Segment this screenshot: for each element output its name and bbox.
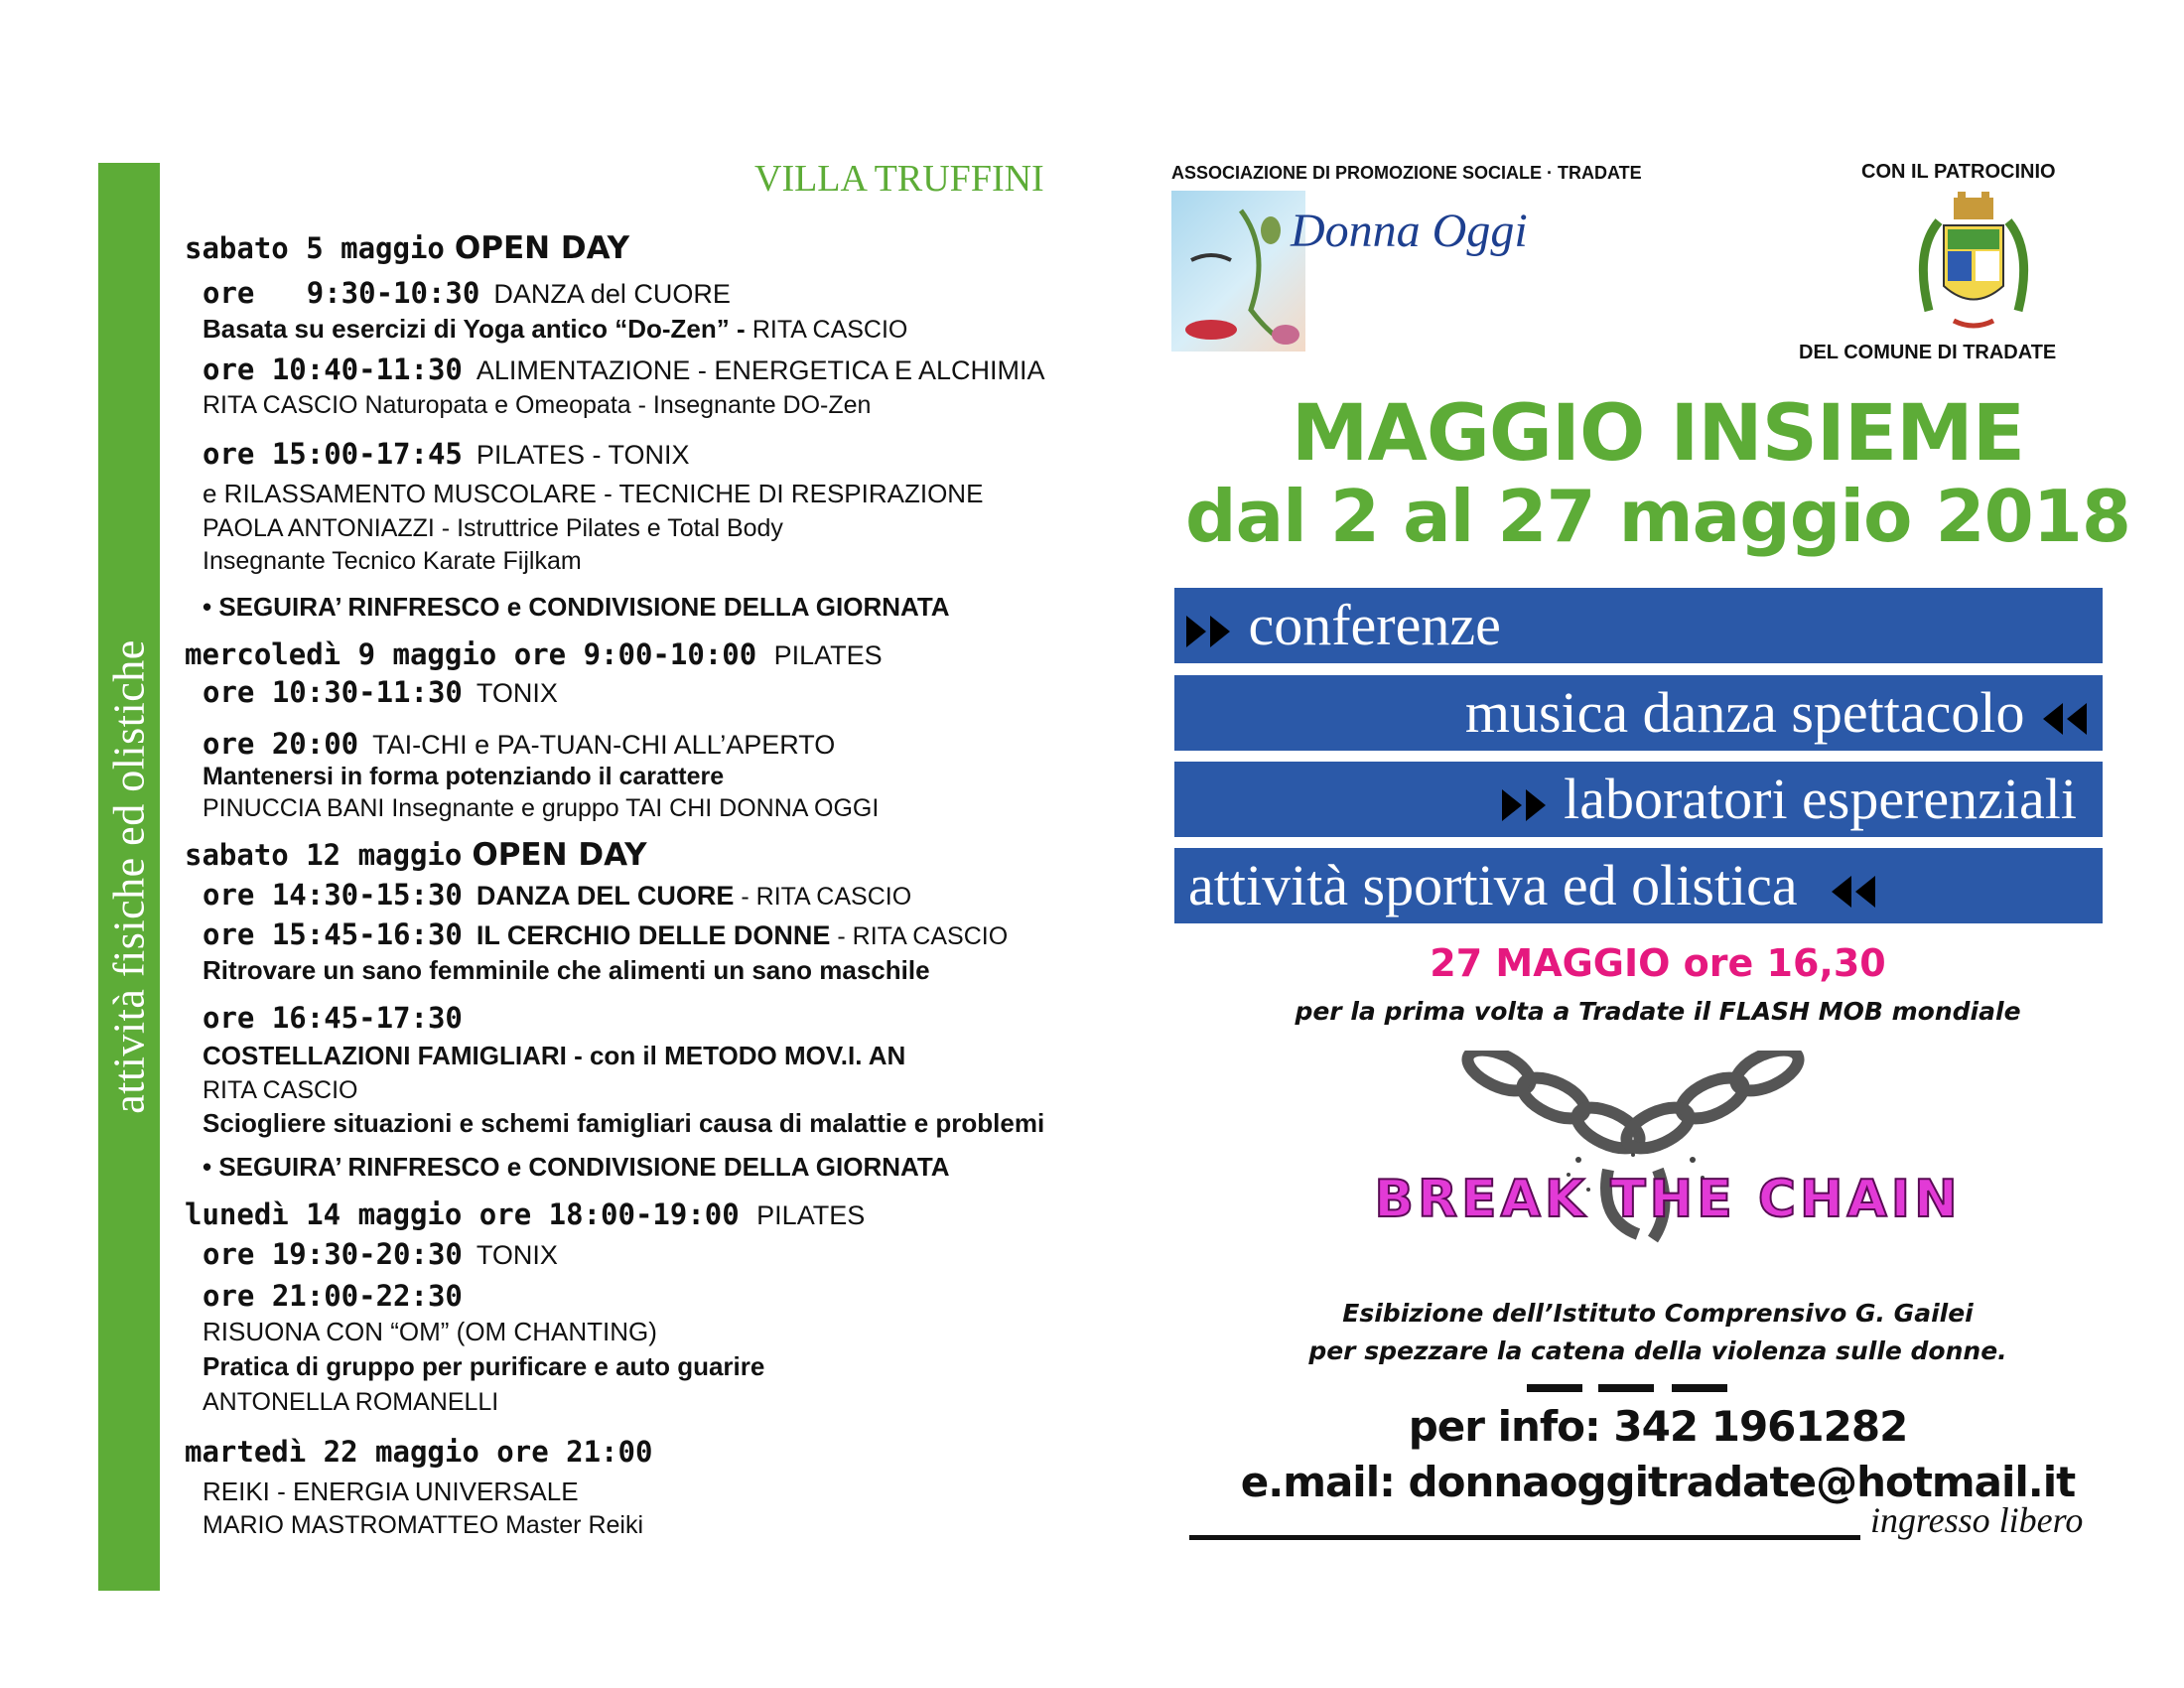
instructor: MARIO MASTROMATTEO Master Reiki bbox=[203, 1511, 644, 1539]
side-band-label: attività fisiche ed olistiche bbox=[104, 639, 154, 1114]
day-date: martedì 22 maggio ore 21:00 bbox=[185, 1435, 653, 1469]
time: ore 16:45-17:30 bbox=[203, 1001, 463, 1035]
day-heading bbox=[185, 637, 883, 671]
time: ore 21:00-22:30 bbox=[203, 1279, 463, 1313]
activity: ALIMENTAZIONE - ENERGETICA E ALCHIMIA bbox=[476, 355, 1045, 385]
activity: PILATES - TONIX bbox=[476, 440, 690, 470]
activity: PILATES bbox=[773, 640, 883, 670]
activity: IL CERCHIO DELLE DONNE bbox=[476, 920, 831, 950]
time: ore 15:45-16:30 bbox=[203, 917, 463, 951]
category-label: attività sportiva ed olistica bbox=[1188, 853, 1798, 917]
face-illustration bbox=[1171, 191, 1305, 352]
category-band-laboratori bbox=[1174, 762, 2103, 837]
instructor: - RITA CASCIO bbox=[734, 883, 912, 911]
category-label: conferenze bbox=[1248, 593, 1501, 657]
activity-desc: Ritrovare un sano femminile che alimenti un sano maschile bbox=[203, 955, 930, 985]
activity: PILATES bbox=[756, 1200, 866, 1230]
instructor: ANTONELLA ROMANELLI bbox=[203, 1388, 499, 1416]
activity: TONIX bbox=[476, 1240, 558, 1270]
flash-mob-description: per la prima volta a Tradate il FLASH MOB mondiale bbox=[1295, 997, 2021, 1026]
activity: RISUONA CON “OM” (OM CHANTING) bbox=[203, 1317, 657, 1346]
activity: DANZA DEL CUORE bbox=[476, 881, 735, 911]
time-slot bbox=[203, 1237, 558, 1271]
event-dates: dal 2 al 27 maggio 2018 bbox=[1185, 475, 2130, 558]
association-name: ASSOCIAZIONE DI PROMOZIONE SOCIALE · TRADATE bbox=[1171, 163, 1642, 183]
day-date: lunedì 14 maggio ore 18:00-19:00 bbox=[185, 1197, 740, 1231]
time-slot bbox=[203, 1001, 463, 1035]
open-day-tag: OPEN DAY bbox=[454, 230, 630, 266]
time-slot bbox=[203, 276, 731, 310]
day-date: mercoledì 9 maggio ore 9:00-10:00 bbox=[185, 637, 757, 671]
activity-desc bbox=[203, 314, 907, 345]
time-slot bbox=[203, 675, 558, 709]
time-slot bbox=[203, 917, 1008, 951]
patronage-label: CON IL PATROCINIO bbox=[1861, 161, 2056, 183]
time: ore 19:30-20:30 bbox=[203, 1237, 463, 1271]
category-band-musica bbox=[1174, 675, 2103, 751]
instructor: PAOLA ANTONIAZZI - Istruttrice Pilates e Total Body bbox=[203, 514, 783, 542]
double-arrow-right-icon bbox=[1186, 614, 1234, 649]
time: ore 20:00 bbox=[203, 727, 359, 761]
event-title: MAGGIO INSIEME bbox=[1291, 389, 2025, 479]
activity-desc: Pratica di gruppo per purificare e auto guarire bbox=[203, 1351, 765, 1381]
bullet-note: • SEGUIRA’ RINFRESCO e CONDIVISIONE DELLA GIORNATA bbox=[203, 1152, 950, 1182]
flash-mob-date: 27 MAGGIO ore 16,30 bbox=[1430, 941, 1886, 985]
municipal-crest-icon bbox=[1914, 192, 2033, 337]
category-band-conferenze bbox=[1174, 588, 2103, 663]
day-date: sabato 5 maggio bbox=[185, 231, 445, 265]
activity: TONIX bbox=[476, 678, 558, 708]
day-heading bbox=[185, 1435, 652, 1469]
info-email: e.mail: donnaoggitradate@hotmail.it bbox=[1240, 1458, 2076, 1506]
time-slot bbox=[203, 1279, 463, 1313]
info-phone: per info: 342 1961282 bbox=[1408, 1402, 1908, 1451]
double-arrow-right-icon bbox=[1502, 787, 1550, 823]
venue-title: VILLA TRUFFINI bbox=[754, 158, 1044, 200]
category-label: musica danza spettacolo bbox=[1464, 680, 2025, 745]
time: ore 9:30-10:30 bbox=[203, 276, 480, 310]
time: ore 15:00-17:45 bbox=[203, 437, 463, 471]
divider bbox=[1527, 1384, 1739, 1392]
desc-text: Basata su esercizi di Yoga antico “Do-Zen” - bbox=[203, 314, 752, 344]
double-arrow-left-icon bbox=[2039, 701, 2087, 737]
activity: DANZA del CUORE bbox=[493, 279, 731, 309]
free-entry-note: ingresso libero bbox=[1870, 1500, 2084, 1540]
time: ore 10:40-11:30 bbox=[203, 352, 463, 386]
activity: TAI-CHI e PA-TUAN-CHI ALL’APERTO bbox=[372, 730, 836, 760]
time-slot bbox=[203, 437, 689, 471]
instructor: PINUCCIA BANI Insegnante e gruppo TAI CHI DONNA OGGI bbox=[203, 794, 880, 822]
category-label: laboratori esperenziali bbox=[1564, 767, 2077, 831]
side-band bbox=[98, 163, 160, 1591]
activity: REIKI - ENERGIA UNIVERSALE bbox=[203, 1477, 579, 1506]
activity-desc: Sciogliere situazioni e schemi famigliari causa di malattie e problemi bbox=[203, 1108, 1045, 1138]
activity-desc: e RILASSAMENTO MUSCOLARE - TECNICHE DI RESPIRAZIONE bbox=[203, 479, 984, 508]
time-slot bbox=[203, 727, 835, 761]
time-slot bbox=[203, 878, 911, 912]
category-band-attivita bbox=[1174, 848, 2103, 923]
open-day-tag: OPEN DAY bbox=[472, 837, 647, 873]
time: ore 14:30-15:30 bbox=[203, 878, 463, 912]
time: ore 10:30-11:30 bbox=[203, 675, 463, 709]
logo-image bbox=[1171, 191, 1305, 352]
instructor: RITA CASCIO bbox=[751, 316, 908, 344]
day-heading bbox=[185, 837, 647, 873]
activity-desc: RITA CASCIO Naturopata e Omeopata - Insegnante DO-Zen bbox=[203, 391, 872, 419]
day-heading bbox=[185, 230, 629, 266]
instructor-detail: Insegnante Tecnico Karate Fijlkam bbox=[203, 547, 582, 575]
exhibition-line: Esibizione dell’Istituto Comprensivo G. Gailei bbox=[1342, 1299, 1974, 1328]
divider bbox=[1189, 1535, 1860, 1540]
break-the-chain-title: BREAK THE CHAIN bbox=[1374, 1170, 1962, 1229]
exhibition-line: per spezzare la catena della violenza sulle donne. bbox=[1308, 1336, 2007, 1365]
instructor: - RITA CASCIO bbox=[830, 922, 1009, 950]
time-slot bbox=[203, 352, 1045, 386]
activity: COSTELLAZIONI FAMIGLIARI - con il METODO MOV.I. AN bbox=[203, 1041, 906, 1070]
instructor: RITA CASCIO bbox=[203, 1076, 358, 1104]
bullet-note: • SEGUIRA’ RINFRESCO e CONDIVISIONE DELLA GIORNATA bbox=[203, 592, 950, 622]
logo-text: Donna Oggi bbox=[1291, 205, 1528, 257]
activity-desc: Mantenersi in forma potenziando il carattere bbox=[203, 763, 725, 790]
double-arrow-left-icon bbox=[1828, 874, 1875, 910]
day-heading bbox=[185, 1197, 865, 1231]
day-date: sabato 12 maggio bbox=[185, 838, 463, 872]
patronage-municipality: DEL COMUNE DI TRADATE bbox=[1799, 342, 2057, 363]
